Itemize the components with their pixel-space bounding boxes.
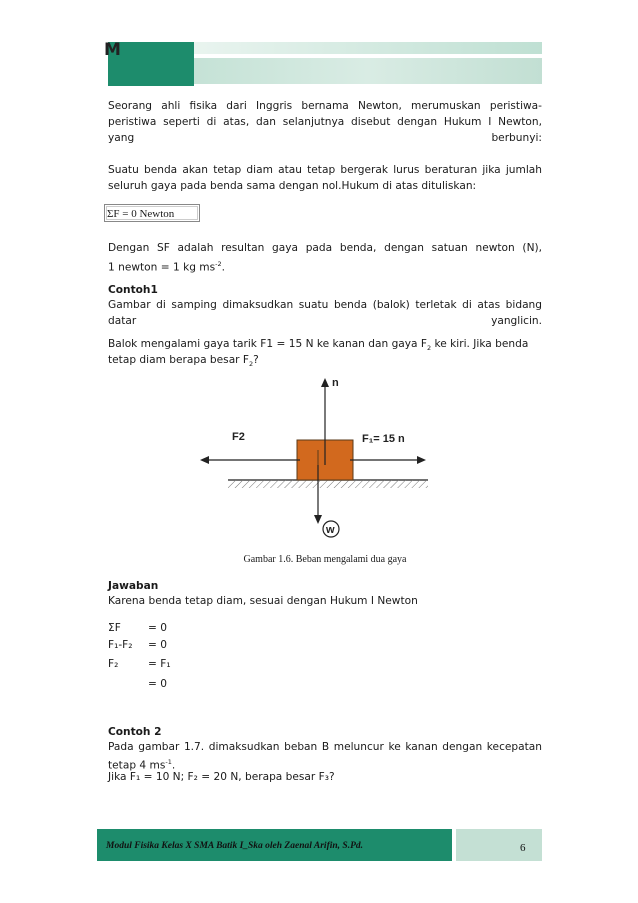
example1-line-2-left: datar — [108, 315, 137, 327]
q2-sub: 2 — [249, 360, 254, 369]
page-number: 6 — [520, 842, 526, 854]
ground-hatch — [228, 480, 428, 488]
example1-title: Contoh1 — [108, 284, 158, 296]
label-w: w — [326, 524, 335, 536]
header-stripe-top — [194, 42, 542, 54]
figure-caption: Gambar 1.6. Beban mengalami dua gaya — [243, 554, 407, 565]
eq-row-3-right: = F₁ — [148, 658, 171, 670]
q1-part-b: ke kiri. Jika benda — [431, 338, 529, 350]
example1-line-1: Gambar di samping dimaksudkan suatu benda (balok) terletak di atas bidang — [108, 299, 542, 311]
label-n: n — [332, 377, 339, 389]
eq-row-2-left: F₁-F₂ — [108, 639, 133, 651]
footer-light-block — [456, 829, 542, 861]
q1-sub: 2 — [427, 344, 432, 353]
normal-force-arrowhead — [321, 378, 329, 387]
example2-line-2-end: . — [171, 759, 176, 772]
eq-row-1-right: = 0 — [148, 622, 167, 634]
example2-line-2-main: tetap 4 ms — [108, 759, 166, 772]
law-line-1: Suatu benda akan tetap diam atau tetap bergerak lurus beraturan jika jumlah — [108, 164, 542, 176]
example2-title: Contoh 2 — [108, 726, 162, 738]
q2-part-a: tetap diam berapa besar F — [108, 354, 249, 366]
weight-arrowhead — [314, 515, 322, 524]
f1-arrowhead — [417, 456, 426, 464]
header-letter: M — [104, 40, 121, 60]
example1-line-2-right: yanglicin. — [491, 315, 542, 327]
footer-text: Modul Fisika Kelas X SMA Batik I_Ska oleh Zaenal Arifin, S.Pd. — [106, 841, 363, 851]
example1-line-2 — [108, 313, 542, 329]
definition-line-2-end: . — [221, 261, 225, 274]
q1-part-a: Balok mengalami gaya tarik F1 = 15 N ke kanan dan gaya F — [108, 338, 428, 350]
intro-line-2: peristiwa seperti di atas, dan selanjutnya disebut dengan Hukum I Newton, — [108, 116, 542, 128]
intro-line-3 — [108, 130, 542, 146]
label-f2: F2 — [232, 431, 245, 443]
eq-row-2-right: = 0 — [148, 639, 167, 651]
example2-line-1: Pada gambar 1.7. dimaksudkan beban B meluncur ke kanan dengan kecepatan — [108, 741, 542, 753]
intro-line-3-left: yang — [108, 132, 135, 144]
q2-part-b: ? — [253, 354, 259, 366]
formula-box: ΣF = 0 Newton — [104, 204, 200, 222]
f2-arrowhead — [200, 456, 209, 464]
force-diagram — [190, 370, 450, 540]
definition-line-1: Dengan SF adalah resultan gaya pada benda, dengan satuan newton (N), — [108, 242, 542, 254]
answer-title: Jawaban — [108, 580, 159, 592]
definition-line-2 — [108, 256, 542, 276]
intro-line-3-right: berbunyi: — [491, 132, 542, 144]
example2-line-3: Jika F₁ = 10 N; F₂ = 20 N, berapa besar F₃? — [108, 771, 335, 783]
answer-text: Karena benda tetap diam, sesuai dengan Hukum I Newton — [108, 595, 418, 607]
label-f1: F₁= 15 n — [362, 433, 405, 445]
eq-row-3-left: F₂ — [108, 658, 119, 670]
eq-row-4-right: = 0 — [148, 678, 167, 690]
law-line-2: seluruh gaya pada benda sama dengan nol.Hukum di atas dituliskan: — [108, 180, 477, 192]
intro-line-1: Seorang ahli fisika dari Inggris bernama Newton, merumuskan peristiwa- — [108, 100, 542, 112]
header-stripe-bottom — [194, 58, 542, 84]
eq-row-1-left: ΣF — [108, 622, 121, 634]
definition-line-2-main: 1 newton = 1 kg ms — [108, 261, 216, 274]
definition-exponent: -2 — [215, 260, 222, 268]
example2-exponent: -1 — [165, 758, 172, 766]
